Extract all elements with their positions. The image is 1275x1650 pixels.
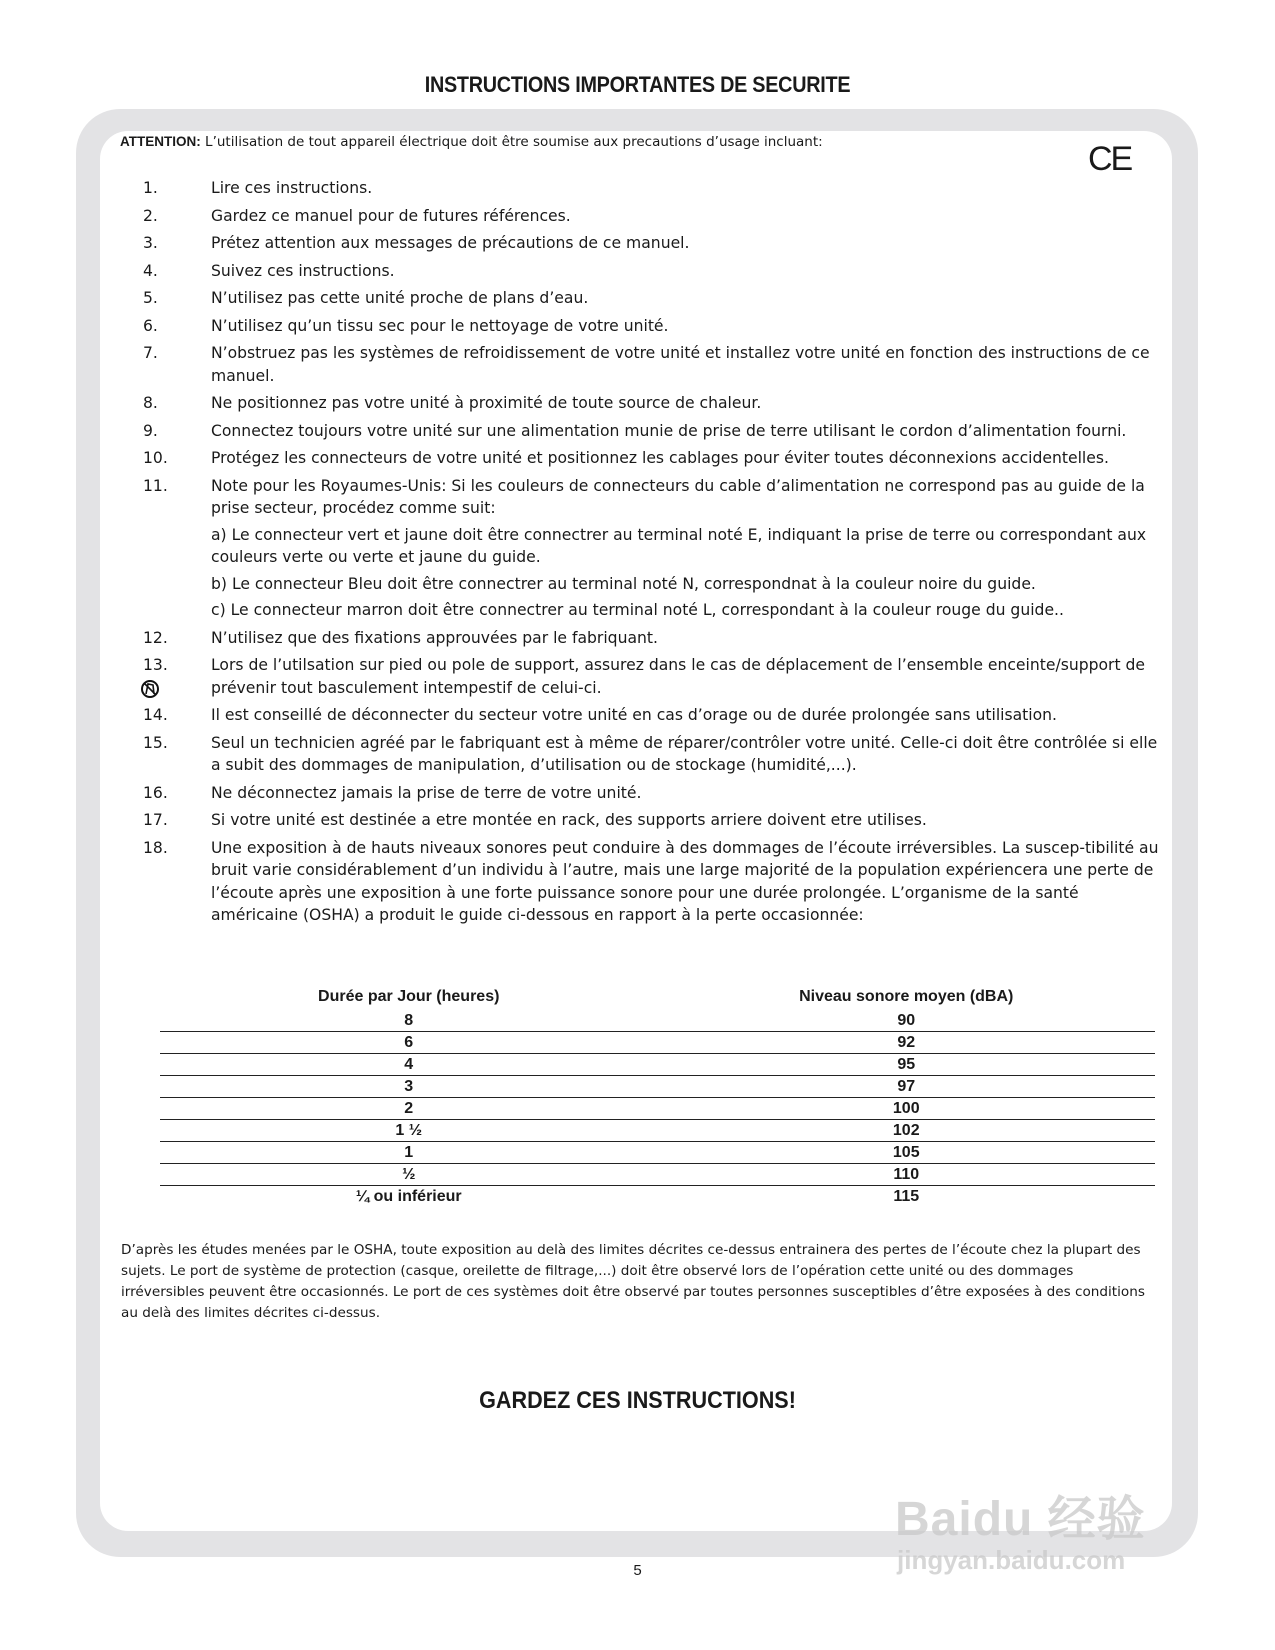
table-row	[160, 1032, 1155, 1054]
list-item	[143, 782, 1163, 805]
item-number: 13.	[143, 656, 168, 674]
item-text	[211, 782, 1163, 805]
sub-item: c) Le connecteur marron doit être connectrer au terminal noté L, correspondant à la couleur rouge du guide..	[211, 601, 1064, 619]
level-cell: 100	[658, 1098, 1156, 1120]
level-cell: 102	[658, 1120, 1156, 1142]
item-text	[211, 260, 1163, 283]
level-cell: 90	[897, 1012, 916, 1029]
item-paragraph: Note pour les Royaumes-Unis: Si les couleurs de connecteurs du cable d’alimentation ne correspond pas au guide de la prise secteur, procédez comme suit:	[211, 476, 1145, 517]
level-cell: 105	[658, 1142, 1156, 1164]
item-number: 3.	[143, 234, 158, 252]
list-item	[143, 654, 1163, 699]
item-paragraph: N’utilisez qu’un tissu sec pour le nettoyage de votre unité.	[211, 316, 669, 335]
table-row	[160, 1010, 1155, 1032]
list-item	[143, 475, 1163, 622]
list-item	[143, 177, 1163, 200]
item-paragraph: Seul un technicien agréé par le fabriquant est à même de réparer/contrôler votre unité. Celle-ci doit être contrôlée si elle a subit des dommages de manipulation, d’utilisation ou de stockage (humidité,...).	[211, 733, 1158, 774]
item-number: 4.	[143, 261, 158, 280]
keep-instructions-heading: GARDEZ CES INSTRUCTIONS!	[479, 1387, 796, 1414]
item-paragraph: Ne positionnez pas votre unité à proximité de toute source de chaleur.	[211, 394, 762, 412]
item-text	[211, 732, 1163, 777]
attention-label: ATTENTION:	[120, 134, 201, 149]
table-row	[160, 1164, 1155, 1186]
sub-item: b) Le connecteur Bleu doit être connectrer au terminal noté N, correspondnat à la couleur noire du guide.	[211, 574, 1036, 593]
item-number: 6.	[143, 316, 158, 335]
item-paragraph: Protégez les connecteurs de votre unité et positionnez les cablages pour éviter toutes déconnexions accidentelles.	[211, 449, 1109, 467]
item-text	[211, 342, 1163, 387]
item-text	[211, 205, 1163, 228]
duration-cell: ¼ ou inférieur	[160, 1186, 658, 1208]
cart-tip-over-warning-icon	[140, 679, 160, 699]
list-item	[143, 447, 1163, 470]
item-text	[211, 232, 1163, 255]
item-text	[211, 654, 1163, 699]
table-row	[160, 1076, 1155, 1098]
item-paragraph: Lire ces instructions.	[211, 179, 373, 197]
level-cell: 95	[658, 1054, 1156, 1076]
item-text	[211, 627, 1163, 650]
item-number: 17.	[143, 811, 168, 829]
item-paragraph: Si votre unité est destinée a etre montée en rack, des supports arriere doivent etre utilises.	[211, 811, 927, 829]
item-number: 1.	[143, 179, 158, 197]
duration-cell: 1	[160, 1142, 658, 1164]
level-cell: 115	[658, 1186, 1156, 1208]
list-item	[143, 392, 1163, 415]
list-item	[143, 287, 1163, 310]
item-number: 2.	[143, 206, 158, 225]
page-title: INSTRUCTIONS IMPORTANTES DE SECURITE	[424, 72, 851, 97]
duration-cell: 4	[160, 1054, 658, 1076]
list-item	[143, 837, 1163, 927]
item-text	[211, 287, 1163, 310]
item-text	[211, 837, 1163, 927]
item-number: 9.	[143, 421, 158, 440]
item-number: 15.	[143, 733, 168, 752]
list-item	[143, 704, 1163, 727]
list-item	[143, 260, 1163, 283]
level-cell: 97	[658, 1076, 1156, 1098]
column-header-duration: Durée par Jour (heures)	[318, 988, 500, 1005]
list-item	[143, 342, 1163, 387]
duration-cell: 6	[160, 1032, 658, 1054]
item-paragraph: Prétez attention aux messages de précautions de ce manuel.	[211, 234, 690, 252]
item-paragraph: N’utilisez pas cette unité proche de plans d’eau.	[211, 289, 589, 307]
table-row	[160, 1120, 1155, 1142]
item-text	[211, 420, 1163, 443]
watermark-logo: Baidu 经验 jingyan.baidu.com	[895, 1493, 1146, 1575]
item-text	[211, 809, 1163, 832]
attention-line	[120, 134, 823, 150]
item-number: 7.	[143, 344, 158, 362]
item-paragraph: Il est conseillé de déconnecter du secteur votre unité en cas d’orage ou de durée prolongée sans utilisation.	[211, 706, 1057, 724]
noise-exposure-table	[160, 986, 1155, 1207]
item-paragraph: Gardez ce manuel pour de futures références.	[211, 206, 571, 225]
column-header-level: Niveau sonore moyen (dBA)	[799, 988, 1014, 1005]
safety-instructions-list	[143, 177, 1163, 932]
item-text	[211, 447, 1163, 470]
attention-text: L’utilisation de tout appareil électrique doit être soumise aux precautions d’usage incluant:	[200, 134, 823, 150]
item-paragraph: Une exposition à de hauts niveaux sonores peut conduire à des dommages de l’écoute irréversibles. La suscep-tibilité au bruit varie considérablement d’un individu à l’autre, mais une large majorité de la population expériencera une perte de l’écoute après une exposition à une forte puissance sonore pour une durée prolongée. L’organisme de la santé américaine (OSHA) a produit le guide ci-dessous en rapport à la perte occasionnée:	[211, 838, 1159, 924]
item-text	[211, 392, 1163, 415]
osha-note: D’après les études menées par le OSHA, toute exposition au delà des limites décrites ce-dessus entrainera des pertes de l’écoute chez la plupart des sujets. Le port de système de protection (casque, oreilette de filtrage,...) doit être observé lors de l’opération cette unité ou des dommages irréversibles peuvent être occasionnés. Le port de ces systèmes doit être observé par toutes personnes susceptibles d’être exposées à des conditions au delà des limites décrites ci-dessus.	[121, 1242, 1145, 1321]
item-paragraph: Suivez ces instructions.	[211, 261, 395, 280]
table-row	[160, 1054, 1155, 1076]
list-item	[143, 627, 1163, 650]
list-item	[143, 809, 1163, 832]
duration-cell: 1 ½	[160, 1120, 658, 1142]
item-paragraph: N’utilisez que des fixations approuvées par le fabriquant.	[211, 628, 658, 647]
item-number: 11.	[143, 476, 168, 495]
item-text	[211, 315, 1163, 338]
table-row	[160, 1142, 1155, 1164]
table-row	[160, 1098, 1155, 1120]
item-number: 10.	[143, 449, 168, 467]
sub-item: a) Le connecteur vert et jaune doit être connectrer au terminal noté E, indiquant la prise de terre ou correspondant aux couleurs verte ou verte et jaune du guide.	[211, 525, 1147, 566]
item-paragraph: Ne déconnectez jamais la prise de terre de votre unité.	[211, 783, 642, 802]
level-cell: 92	[658, 1032, 1156, 1054]
item-number: 5.	[143, 289, 158, 307]
item-text	[211, 704, 1163, 727]
item-number: 16.	[143, 783, 168, 802]
duration-cell: ½	[160, 1164, 658, 1186]
item-paragraph: N’obstruez pas les systèmes de refroidissement de votre unité et installez votre unité en fonction des instructions de ce manuel.	[211, 344, 1150, 385]
item-paragraph: Lors de l’utilsation sur pied ou pole de support, assurez dans le cas de déplacement de l’ensemble enceinte/support de prévenir tout basculement intempestif de celui-ci.	[211, 656, 1146, 697]
table-row	[160, 1186, 1155, 1208]
item-number: 8.	[143, 394, 158, 412]
list-item	[143, 205, 1163, 228]
duration-cell: 3	[160, 1076, 658, 1098]
item-number: 18.	[143, 838, 168, 857]
list-item	[143, 232, 1163, 255]
list-item	[143, 315, 1163, 338]
item-number: 14.	[143, 706, 168, 724]
item-number: 12.	[143, 628, 168, 647]
level-cell: 110	[658, 1164, 1156, 1186]
page-number: 5	[633, 1562, 642, 1579]
list-item	[143, 420, 1163, 443]
item-text	[211, 177, 1163, 200]
item-text	[211, 475, 1163, 622]
duration-cell: 8	[404, 1012, 414, 1029]
ce-mark-icon: CE	[1088, 140, 1132, 178]
duration-cell: 2	[160, 1098, 658, 1120]
item-paragraph: Connectez toujours votre unité sur une alimentation munie de prise de terre utilisant le cordon d’alimentation fourni.	[211, 421, 1127, 440]
list-item	[143, 732, 1163, 777]
